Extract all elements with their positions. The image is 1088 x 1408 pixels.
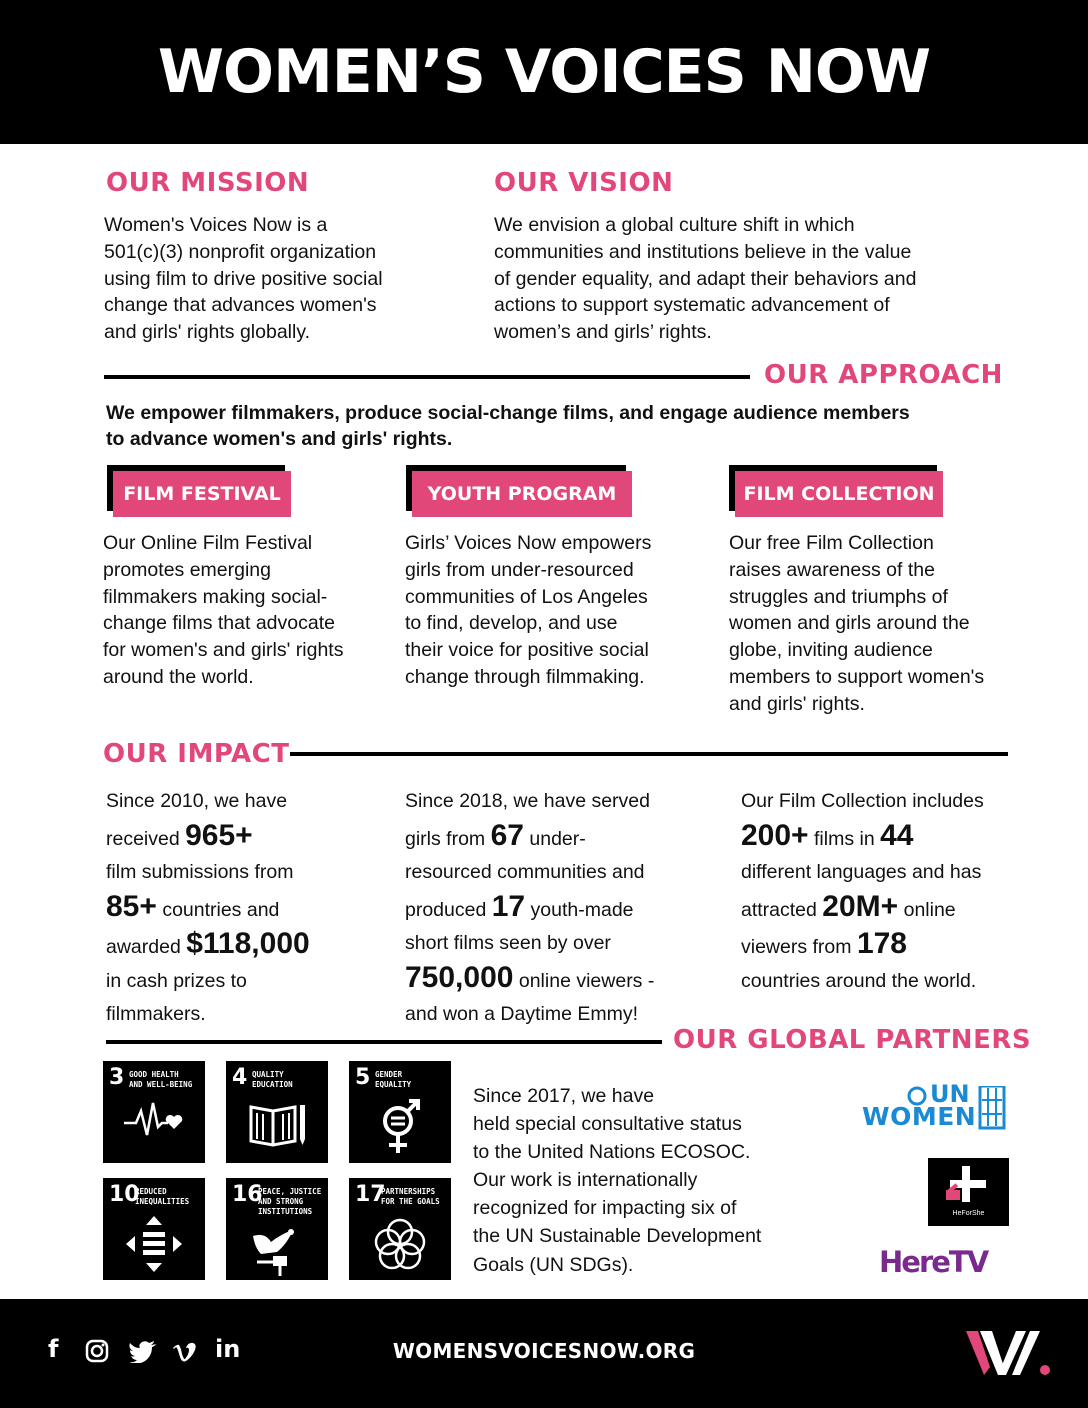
impact-text: girls from bbox=[405, 827, 491, 850]
mission-heading: OUR MISSION bbox=[106, 168, 310, 198]
film-festival-text bbox=[103, 530, 393, 691]
mission-line: change that advances women's bbox=[104, 294, 377, 317]
stat-online-viewers: 20M+ bbox=[822, 889, 899, 923]
program-line: raises awareness of the bbox=[729, 558, 935, 581]
rings-icon bbox=[370, 1216, 432, 1272]
film-collection-text bbox=[729, 530, 1029, 718]
impact-heading: OUR IMPACT bbox=[103, 739, 290, 769]
heforshe-text: HeForShe bbox=[952, 1210, 985, 1217]
impact-line: Since 2018, we have served bbox=[405, 790, 650, 812]
mission-line: and girls' rights globally. bbox=[104, 321, 311, 344]
un-women-line1: UN bbox=[930, 1080, 970, 1108]
facebook-icon[interactable]: f bbox=[48, 1335, 59, 1363]
impact-line: countries around the world. bbox=[741, 969, 977, 992]
impact-text: produced bbox=[405, 898, 492, 921]
sdg-label-line: PEACE, JUSTICE bbox=[258, 1187, 322, 1196]
impact-line: and won a Daytime Emmy! bbox=[405, 1003, 639, 1025]
impact-line: Our Film Collection includes bbox=[741, 790, 984, 812]
stat-youth-films: 17 bbox=[491, 889, 526, 923]
stat-languages: 44 bbox=[880, 818, 914, 852]
impact-col-youth bbox=[405, 785, 705, 1032]
program-line: their voice for positive social bbox=[405, 639, 649, 662]
stat-world-countries: 178 bbox=[856, 927, 907, 960]
vision-line: women’s and girls’ rights. bbox=[494, 321, 712, 344]
impact-line: in cash prizes to bbox=[106, 969, 247, 992]
stat-prizes: $118,000 bbox=[186, 927, 310, 960]
partners-line: held special consultative status bbox=[473, 1113, 742, 1136]
program-line: change through filmmaking. bbox=[405, 665, 645, 688]
stat-viewers: 750,000 bbox=[405, 960, 514, 994]
vision-line: communities and institutions believe in the value bbox=[494, 240, 912, 263]
stat-submissions: 965+ bbox=[185, 818, 253, 852]
program-line: Our Online Film Festival bbox=[103, 532, 313, 554]
approach-line: We empower filmmakers, produce social-change films, and engage audience members bbox=[106, 402, 910, 424]
impact-text: online viewers - bbox=[513, 969, 655, 992]
header-banner bbox=[0, 0, 1088, 144]
impact-text: under- bbox=[529, 827, 586, 850]
approach-summary bbox=[106, 400, 1006, 452]
sdg-3-tile bbox=[103, 1061, 205, 1163]
tag-label: FILM FESTIVAL bbox=[113, 471, 291, 517]
impact-line: short films seen by over bbox=[405, 932, 611, 954]
sdg-10-tile bbox=[103, 1178, 205, 1280]
partners-text bbox=[473, 1082, 813, 1279]
partners-line: recognized for impacting six of bbox=[473, 1197, 737, 1220]
stat-countries: 85+ bbox=[106, 889, 157, 923]
partners-heading: OUR GLOBAL PARTNERS bbox=[673, 1025, 1032, 1055]
sdg-label-line: QUALITY bbox=[252, 1070, 284, 1079]
program-line: and girls' rights. bbox=[729, 692, 865, 715]
tag-label: YOUTH PROGRAM bbox=[412, 471, 632, 517]
impact-line: Since 2010, we have bbox=[106, 790, 288, 812]
footer bbox=[0, 1299, 1088, 1408]
vision-line: of gender equality, and adapt their behaviors and bbox=[494, 267, 917, 290]
program-line: for women's and girls' rights bbox=[103, 639, 344, 662]
impact-text: youth-made bbox=[530, 898, 634, 921]
page-title: WOMEN’S VOICES NOW bbox=[157, 37, 931, 107]
sdg-label-line: FOR THE GOALS bbox=[381, 1197, 440, 1206]
mission-line: 501(c)(3) nonprofit organization bbox=[104, 240, 377, 263]
sdg-16-tile bbox=[226, 1178, 328, 1280]
linkedin-icon[interactable]: in bbox=[215, 1335, 241, 1363]
gender-symbol-icon bbox=[370, 1099, 432, 1157]
approach-divider bbox=[104, 375, 750, 379]
book-icon bbox=[247, 1099, 309, 1149]
sdg-label-line: AND WELL-BEING bbox=[129, 1080, 193, 1089]
approach-heading: OUR APPROACH bbox=[764, 360, 1003, 390]
sdg-number: 16 bbox=[232, 1182, 263, 1207]
partners-line: Since 2017, we have bbox=[473, 1085, 655, 1107]
impact-line bbox=[405, 961, 705, 999]
partners-line: the UN Sustainable Development bbox=[473, 1225, 762, 1248]
un-women-line2: WOMEN bbox=[862, 1102, 977, 1131]
sdg-number: 4 bbox=[232, 1065, 248, 1090]
youth-program-text bbox=[405, 530, 705, 691]
sdg-label bbox=[252, 1070, 293, 1090]
stat-films: 200+ bbox=[741, 818, 809, 852]
heforshe-logo[interactable] bbox=[928, 1158, 1009, 1226]
sdg-label bbox=[135, 1187, 189, 1207]
film-collection-tag bbox=[729, 465, 935, 517]
heartbeat-icon bbox=[124, 1099, 186, 1143]
impact-line bbox=[741, 819, 1031, 857]
sdg-label bbox=[129, 1070, 192, 1090]
vision-line: We envision a global culture shift in which bbox=[494, 214, 855, 236]
sdg-17-tile bbox=[349, 1178, 451, 1280]
sdg-number: 5 bbox=[355, 1065, 371, 1090]
vision-heading: OUR VISION bbox=[494, 168, 674, 198]
program-line: globe, inviting audience bbox=[729, 639, 933, 662]
stat-communities: 67 bbox=[490, 818, 524, 852]
sdg-label-line: EQUALITY bbox=[375, 1080, 412, 1089]
wvn-logo-icon bbox=[964, 1327, 1054, 1379]
heforshe-symbol-icon bbox=[928, 1158, 1009, 1210]
partners-divider bbox=[106, 1040, 662, 1044]
impact-line bbox=[106, 890, 386, 928]
sdg-label-line: GOOD HEALTH bbox=[129, 1070, 179, 1079]
impact-line bbox=[405, 819, 705, 857]
sdg-label bbox=[375, 1070, 411, 1090]
program-line: struggles and triumphs of bbox=[729, 585, 948, 608]
youth-program-tag bbox=[406, 465, 617, 517]
program-line: promotes emerging bbox=[103, 558, 271, 581]
program-line: filmmakers making social- bbox=[103, 585, 328, 608]
program-line: communities of Los Angeles bbox=[405, 585, 648, 608]
sdg-number: 10 bbox=[109, 1182, 140, 1207]
sdg-label-line: AND STRONG bbox=[258, 1197, 304, 1206]
approach-line: to advance women's and girls' rights. bbox=[106, 428, 453, 450]
sdg-number: 3 bbox=[109, 1065, 125, 1090]
impact-divider bbox=[290, 752, 1008, 756]
impact-col-festival bbox=[106, 785, 386, 1032]
sdg-label-line: INSTITUTIONS bbox=[258, 1207, 313, 1216]
sdg-label-line: REDUCED bbox=[135, 1187, 167, 1196]
tag-label: FILM COLLECTION bbox=[735, 471, 943, 517]
sdg-4-tile bbox=[226, 1061, 328, 1163]
mission-text bbox=[104, 212, 434, 346]
partners-line: Our work is internationally bbox=[473, 1169, 698, 1192]
sdg-label bbox=[381, 1187, 440, 1207]
sdg-label-line: GENDER bbox=[375, 1070, 403, 1079]
vision-line: actions to support systematic advancement of bbox=[494, 294, 890, 317]
equality-arrows-icon bbox=[124, 1216, 186, 1272]
impact-line: filmmakers. bbox=[106, 1003, 206, 1025]
sdg-label-line: INEQUALITIES bbox=[135, 1197, 190, 1206]
impact-text: attracted bbox=[741, 898, 823, 921]
impact-text: awarded bbox=[106, 936, 187, 958]
un-women-logo[interactable] bbox=[862, 1080, 1008, 1131]
program-line: Girls’ Voices Now empowers bbox=[405, 532, 652, 554]
program-line: members to support women's bbox=[729, 665, 985, 688]
impact-text: received bbox=[106, 827, 186, 850]
impact-line bbox=[106, 819, 386, 857]
sdg-number: 17 bbox=[355, 1182, 386, 1207]
vision-text bbox=[494, 212, 994, 346]
film-festival-tag bbox=[107, 465, 289, 517]
impact-text: viewers from bbox=[741, 936, 857, 958]
heretv-logo[interactable]: HereTV bbox=[879, 1245, 988, 1279]
program-line: change films that advocate bbox=[103, 612, 335, 635]
program-line: women and girls around the bbox=[729, 612, 970, 635]
impact-line: different languages and has bbox=[741, 861, 982, 883]
impact-col-collection bbox=[741, 785, 1031, 998]
program-line: girls from under-resourced bbox=[405, 558, 634, 581]
impact-text: films in bbox=[814, 827, 881, 850]
impact-line: film submissions from bbox=[106, 861, 294, 883]
program-line: Our free Film Collection bbox=[729, 532, 934, 554]
sdg-label-line: PARTNERSHIPS bbox=[381, 1187, 436, 1196]
sdg-5-tile bbox=[349, 1061, 451, 1163]
impact-line bbox=[106, 927, 386, 965]
impact-text: countries and bbox=[162, 898, 280, 921]
partners-line: Goals (UN SDGs). bbox=[473, 1253, 634, 1276]
impact-line: resourced communities and bbox=[405, 861, 645, 883]
sdg-label-line: EDUCATION bbox=[252, 1080, 293, 1089]
mission-line: using film to drive positive social bbox=[104, 267, 383, 290]
mission-line: Women's Voices Now is a bbox=[104, 214, 328, 236]
impact-line bbox=[741, 890, 1031, 928]
impact-line bbox=[741, 927, 1031, 965]
dove-gavel-icon bbox=[247, 1222, 309, 1278]
program-line: to find, develop, and use bbox=[405, 612, 618, 635]
impact-line bbox=[405, 890, 705, 928]
partners-line: to the United Nations ECOSOC. bbox=[473, 1141, 751, 1164]
impact-text: online bbox=[898, 898, 956, 921]
sdg-label bbox=[258, 1187, 321, 1217]
program-line: around the world. bbox=[103, 665, 254, 688]
website-link[interactable]: WOMENSVOICESNOW.ORG bbox=[392, 1339, 696, 1363]
